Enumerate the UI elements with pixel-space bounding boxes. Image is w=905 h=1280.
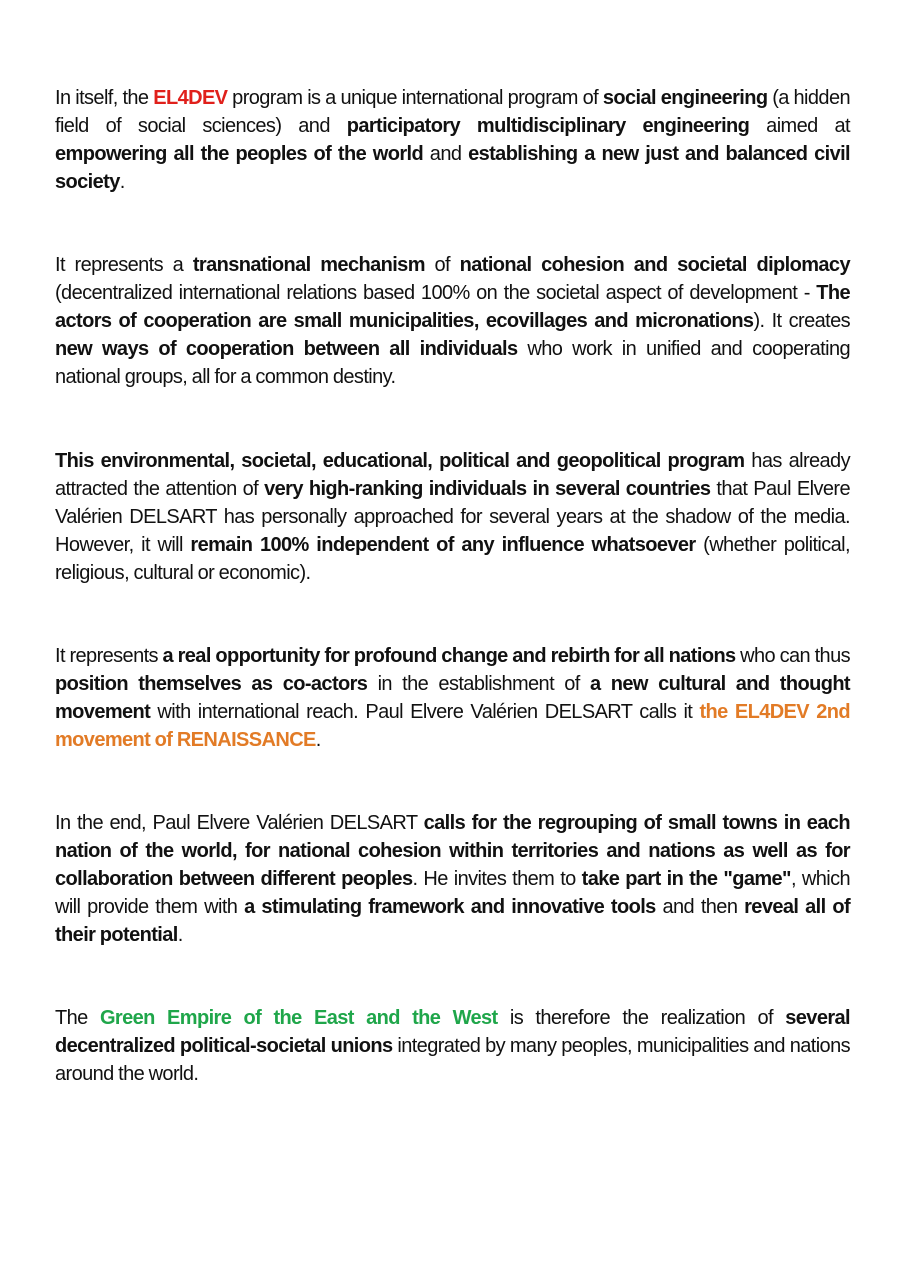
emphasis-run: a real opportunity for profound change and rebirth for all nations: [162, 645, 736, 667]
emphasis-run: social engineering: [602, 87, 768, 109]
text-run: .: [315, 729, 321, 751]
text-run: and then: [655, 896, 745, 918]
text-run: aimed at: [749, 115, 850, 137]
text-run: It represents a: [55, 254, 193, 276]
text-run: of: [424, 254, 460, 276]
text-run: has already attracted the attention of: [55, 450, 850, 500]
emphasis-run: The actors of cooperation are small municipalities, ecovillages and micronations: [55, 282, 850, 332]
text-run: in the establishment of: [367, 673, 590, 695]
text-run: integrated by many peoples, municipalities and nations around the world.: [55, 1035, 850, 1085]
text-run: It represents: [55, 645, 163, 667]
emphasis-run: EL4DEV: [153, 87, 228, 109]
text-run: program is a unique international program of: [227, 87, 603, 109]
emphasis-run: new ways of cooperation between all individuals: [55, 338, 518, 360]
emphasis-run: a new cultural and thought movement: [55, 673, 850, 723]
text-run: that Paul Elvere Valérien DELSART has personally approached for several years at the shadow of the media. However, it will: [55, 478, 850, 556]
emphasis-run: several decentralized political-societal unions: [55, 1007, 851, 1057]
text-run: (a hidden field of social sciences) and: [55, 87, 850, 137]
text-run: .: [177, 924, 183, 946]
emphasis-run: very high-ranking individuals in several countries: [264, 478, 711, 500]
text-run: The: [55, 1007, 100, 1029]
paragraph-transnational-mechanism: [55, 251, 850, 391]
emphasis-run: calls for the regrouping of small towns in each nation of the world, for national cohesion within territories and nations as well as for collaboration between different peoples: [55, 812, 850, 890]
text-run: and: [423, 143, 469, 165]
paragraph-regrouping-call: [55, 809, 850, 949]
emphasis-run: national cohesion and societal diplomacy: [459, 254, 850, 276]
emphasis-run: transnational mechanism: [192, 254, 425, 276]
text-run: In the end, Paul Elvere Valérien DELSART: [55, 812, 424, 834]
text-run: (decentralized international relations based 100% on the societal aspect of development -: [55, 282, 817, 304]
text-run: who work in unified and cooperating national groups, all for a common destiny.: [55, 338, 850, 388]
text-run: ). It creates: [753, 310, 850, 332]
emphasis-run: participatory multidisciplinary engineering: [346, 115, 750, 137]
emphasis-run: reveal all of their potential: [55, 896, 851, 946]
emphasis-run: a stimulating framework and innovative tools: [244, 896, 656, 918]
emphasis-run: remain 100% independent of any influence whatsoever: [190, 534, 696, 556]
paragraph-el4dev-intro: [55, 84, 850, 196]
emphasis-run: position themselves as co-actors: [55, 673, 368, 695]
emphasis-run: empowering all the peoples of the world: [55, 143, 424, 165]
text-run: (whether political, religious, cultural or economic).: [55, 534, 850, 584]
text-run: who can thus: [735, 645, 850, 667]
text-run: .: [119, 171, 125, 193]
emphasis-run: the EL4DEV 2nd movement of RENAISSANCE: [55, 701, 850, 751]
emphasis-run: This environmental, societal, educational, political and geopolitical program: [55, 450, 745, 472]
paragraph-green-empire: [55, 1004, 850, 1088]
paragraph-program-attention: [55, 447, 850, 587]
text-run: , which will provide them with: [55, 868, 851, 918]
text-run: with international reach. Paul Elvere Valérien DELSART calls it: [150, 701, 700, 723]
text-run: In itself, the: [55, 87, 154, 109]
text-run: is therefore the realization of: [497, 1007, 786, 1029]
emphasis-run: take part in the "game": [581, 868, 791, 890]
text-run: . He invites them to: [412, 868, 582, 890]
emphasis-run: Green Empire of the East and the West: [99, 1007, 498, 1029]
paragraph-renaissance: [55, 642, 850, 754]
emphasis-run: establishing a new just and balanced civil society: [55, 143, 850, 193]
